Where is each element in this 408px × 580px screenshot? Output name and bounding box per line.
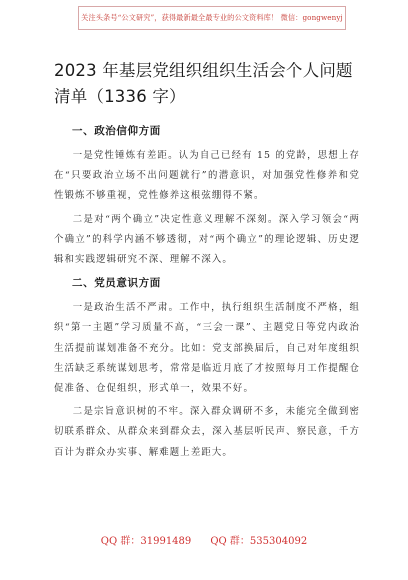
paragraph: 二是宗旨意识树的不牢。深入群众调研不多，未能完全做到密切联系群众、从群众来到群众去，深入基层听民声、察民意，千方百计为群众办实事、解难题上差距大。 <box>54 406 360 458</box>
section-heading: 一、政治信仰方面 <box>72 125 161 137</box>
paragraph: 一是政治生活不严肃。工作中，执行组织生活制度不严格，组织“第一主题”学习质量不高，“三会一课”、主题党日等党内政治生活提前谋划准备不充分。比如：党支部换届后，自己对年度组织生活缺乏系统谋划思考，常常是临近月底了才按照每月工作提醒仓促准备、仓促组织，形式单一，效果不好。 <box>54 302 360 395</box>
document-title: 2023 年基层党组织组织生活会个人问题清单（1336 字） <box>54 61 353 106</box>
section <box>54 122 360 270</box>
paragraph: 二是对“两个确立”决定性意义理解不深刻。深入学习领会“两个确立”的科学内涵不够透彻，对“两个确立”的理论逻辑、历史逻辑和实践逻辑研究不深、理解不深入。 <box>54 213 360 266</box>
paragraph: 一是党性锤炼有差距。认为自己已经有 15 的党龄，思想上存在“只要政治立场不出问题就行”的潜意识，对加强党性修养和党性锻炼不够重视，党性修养这根弦绷得不紧。 <box>54 150 360 202</box>
promo-banner: 关注头条号“公文研究”，获得最新最全最专业的公文资料库！ 微信：gongwenyj <box>78 6 346 30</box>
document-body <box>54 118 360 466</box>
section-heading: 二、党员意识方面 <box>72 277 161 290</box>
section <box>54 274 360 463</box>
footer-qq-groups: QQ 群：31991489 QQ 群：535304092 <box>100 536 308 547</box>
